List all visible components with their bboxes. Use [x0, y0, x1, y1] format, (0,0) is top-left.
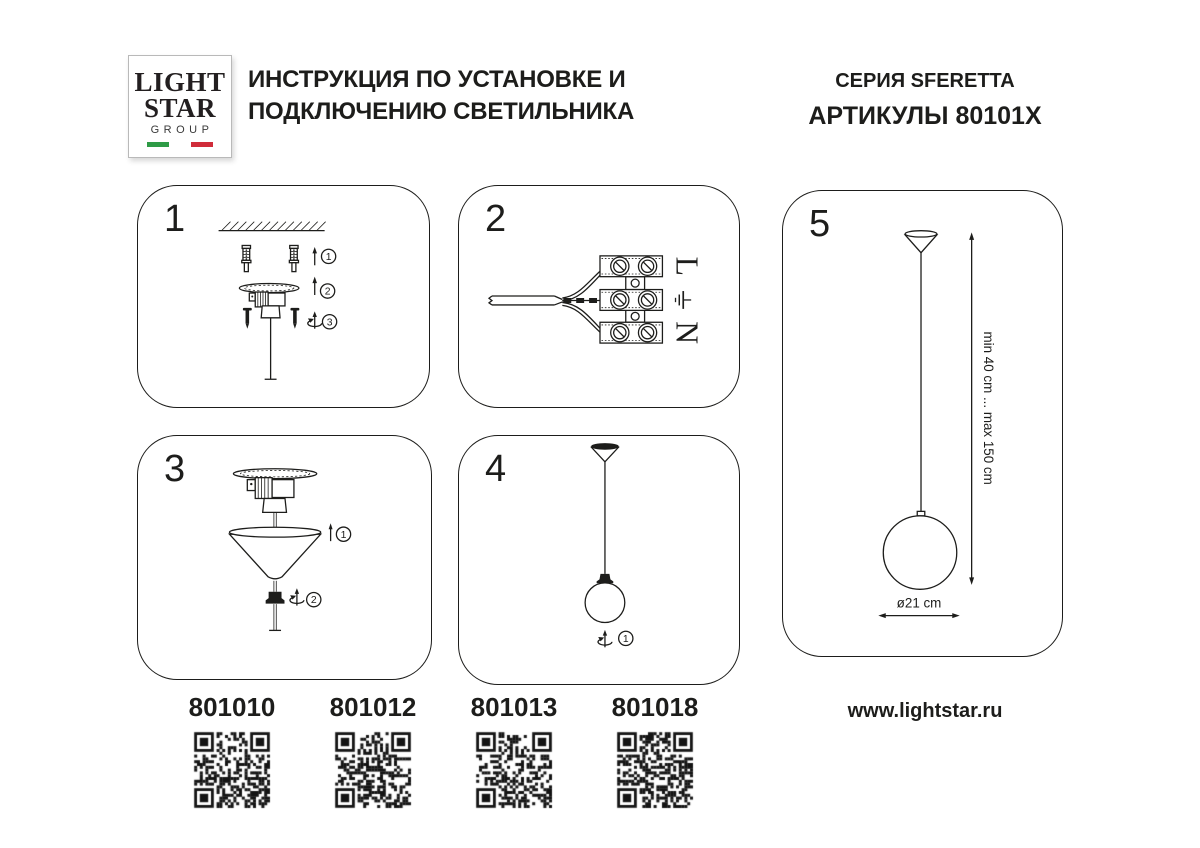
label-neutral-N: N [669, 321, 705, 345]
suspension-cord [269, 604, 281, 630]
article-code: 801018 [611, 692, 699, 722]
article-code: 801012 [329, 692, 417, 722]
panel-number: 5 [809, 203, 831, 245]
cord-stop [597, 574, 614, 583]
italian-flag-stripe [147, 142, 213, 147]
terminal-row-earth [600, 290, 662, 311]
earth-symbol [676, 291, 692, 309]
terminal-block [600, 256, 662, 343]
globe-fitting [917, 511, 925, 515]
flag-red [191, 142, 213, 147]
step-1-indicator [598, 630, 633, 647]
rotate-arrow-icon [308, 311, 322, 328]
height-dimension-arrow [969, 232, 974, 584]
articles-label: АРТИКУЛЫ 80101X [808, 102, 1042, 130]
page-title [248, 64, 688, 128]
terminal-row-N [600, 322, 662, 343]
canopy-mount [233, 469, 316, 513]
step-2-indicator [312, 277, 334, 299]
diagram-panel-1-ceiling-fixing [137, 185, 430, 408]
qr-code [334, 731, 412, 809]
step-1-indicator [329, 523, 351, 541]
dowel-icon [289, 245, 298, 271]
diameter-label: ø21 cm [896, 595, 942, 611]
logo-word-star: STAR [143, 93, 217, 123]
ceiling-cone [592, 444, 619, 462]
article-column [454, 692, 574, 814]
lightstar-logo [128, 55, 232, 158]
height-range-label: min 40 cm ... max 150 cm [981, 331, 997, 485]
cord-grip [266, 592, 285, 604]
step-3-indicator [308, 311, 337, 329]
diagram-panel-3-shade-assembly [137, 435, 432, 680]
svg-text:1: 1 [622, 633, 629, 645]
rotate-arrow-icon [290, 588, 304, 605]
diagram-panel-2-wiring [458, 185, 740, 408]
step-2-indicator [290, 588, 321, 607]
screw-icon [243, 308, 252, 329]
diagram-panel-5-dimensions [782, 190, 1063, 657]
svg-text:2: 2 [324, 286, 331, 298]
logo-word-group: GROUP [150, 124, 214, 136]
suspension-cord [274, 581, 276, 592]
panel-number: 1 [164, 198, 186, 240]
article-code: 801010 [188, 692, 276, 722]
dowel-icon [242, 245, 251, 271]
rotate-arrow-icon [598, 630, 612, 647]
series-name: СЕРИЯ SFERETTA [835, 70, 1015, 92]
ceiling-cone [905, 231, 937, 253]
title-line-1: ИНСТРУКЦИЯ ПО УСТАНОВКЕ И [248, 66, 626, 93]
neutral-wire [562, 302, 600, 332]
diagram-panel-4-globe-mounting [458, 435, 740, 685]
label-line-L: L [669, 256, 705, 276]
qr-code [475, 731, 553, 809]
screw-icon [290, 308, 299, 329]
logo-word-light: LIGHT [134, 67, 226, 97]
cone-shade [229, 527, 320, 579]
article-column [172, 692, 292, 814]
article-column [313, 692, 433, 814]
qr-code [616, 731, 694, 809]
step-1-indicator [312, 247, 335, 265]
ceiling-hatch [219, 222, 326, 231]
article-column [595, 692, 715, 814]
panel-5-drawing [783, 191, 1062, 656]
panel-number: 4 [485, 448, 507, 490]
power-cable [489, 296, 562, 305]
article-code: 801013 [470, 692, 558, 722]
svg-text:3: 3 [326, 317, 333, 329]
series-info [770, 70, 1080, 131]
glass-globe [585, 583, 625, 623]
panel-number: 2 [485, 198, 507, 240]
terminal-row-L [600, 256, 662, 277]
flag-green [147, 142, 169, 147]
svg-text:1: 1 [340, 529, 347, 541]
title-line-2: ПОДКЛЮЧЕНИЮ СВЕТИЛЬНИКА [248, 98, 635, 125]
live-wire [562, 271, 600, 301]
panel-number: 3 [164, 448, 186, 490]
canopy-mount [239, 284, 298, 380]
diameter-dimension-arrow [878, 613, 959, 618]
flag-white [169, 142, 191, 147]
glass-globe [883, 516, 956, 589]
website-url: www.lightstar.ru [847, 700, 1003, 722]
svg-text:1: 1 [325, 251, 332, 263]
qr-code [193, 731, 271, 809]
svg-text:2: 2 [310, 595, 317, 607]
